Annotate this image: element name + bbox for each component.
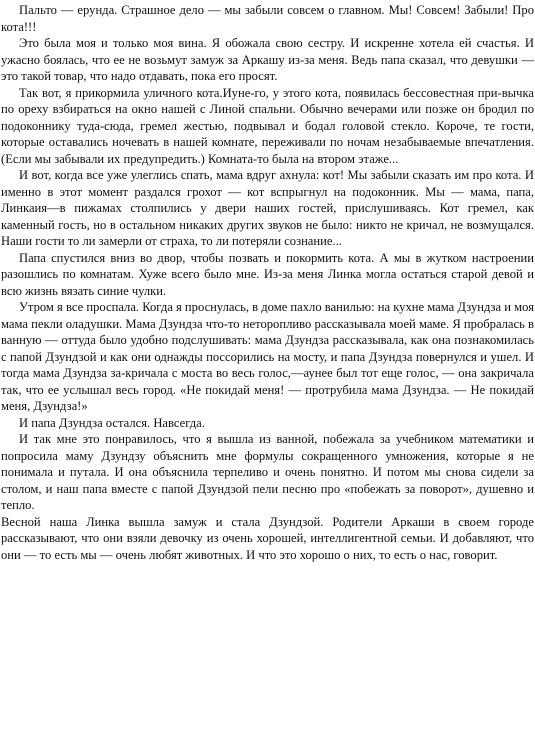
paragraph: Папа спустился вниз во двор, чтобы позвать и покормить кота. А мы в жутком настроении разошлись по комнатам. Хуже всего было мне. Из-за меня Линка могла остаться старой девой и всю жизнь вязать синие чулки. xyxy=(1,250,534,298)
paragraph: Весной наша Линка вышла замуж и стала Дзундзой. Родители Аркаши в своем городе рассказывают, что они взяли девочку из очень хорошей, интеллигентной семьи. И добавляют, что они — то есть мы — очень любят животных. И что это хорошо о них, то есть о нас, говорит. xyxy=(1,514,534,562)
paragraph: И так мне это понравилось, что я вышла из ванной, побежала за учебником математики и попросила маму Дзундзу объяснить мне формулы сокращенного умножения, которые я не понимала и путала. И она объяснила терпеливо и очень понятно. И потом мы снова сидели за столом, и наш папа вместе с папой Дзундзой пели песню про «побежать за поворот», душевно и тепло. xyxy=(1,432,534,512)
paragraph: Утром я все проспала. Когда я проснулась, в доме пахло ванилью: на кухне мама Дзундза и моя мама пекли оладушки. Мама Дзундза что-то неторопливо рассказывала моей маме. Я пробралась в ванную — оттуда было удобно подслушивать: мама Дзундза рассказывала, как она познакомилась с папой Дзундзой и как они однажды поссорились на мосту, и папа Дзундза повернулся и ушел. И тогда мама Дзундза за-кричала с моста во весь голос,—аунее был тот еще голос, — она закричала так, что ее услышал весь город. «Не покидай меня! — протрубила мама Дзундза. — Не покидай меня, Дзундза!» xyxy=(1,300,534,413)
paragraph: И папа Дзундза остался. Навсегда. xyxy=(19,415,205,430)
paragraph: Так вот, я прикормила уличного кота.Иуне-го, у этого кота, появилась бессовестная при-вычка по ореху взбираться на окно нашей с Линой спальни. Обычно вечерами или позже он бродил по подоконнику туда-сюда, гремел жестью, подвывал и бодал головой стекло. Короче, те гости, которые оставались ночевать в нашей комнате, переживали по ночам незабываемые впечатления. (Если мы забывали их предупредить.) Комната-то была на втором этаже... xyxy=(1,85,534,166)
paragraph: Это была моя и только моя вина. Я обожала свою сестру. И искренне хотела ей счастья. И ужасно боялась, что ее не возьмут замуж за Аркашу из-за меня. Ведь папа сказал, что девушки — это такой товар, что надо отдавать, пока его просят. xyxy=(1,36,534,83)
paragraph: Пальто — ерунда. Страшное дело — мы забыли совсем о главном. Мы! Совсем! Забыли! Про кота!!! xyxy=(1,3,534,34)
paragraph: И вот, когда все уже улеглись спать, мама вдруг ахнула: кот! Мы забыли сказать им про кота. И именно в этот момент раздался грохот — кот вспрыгнул на подоконник. Мы — мама, папа, Линкаия—в пижамах столпились у двери наших гостей, прислушиваясь. Кот гремел, как каменный гость, но в остальном никаких других звуков не было: никто не кричал, не возмущался. Наши гости то ли замерли от страха, то ли потеряли сознание... xyxy=(1,168,534,248)
